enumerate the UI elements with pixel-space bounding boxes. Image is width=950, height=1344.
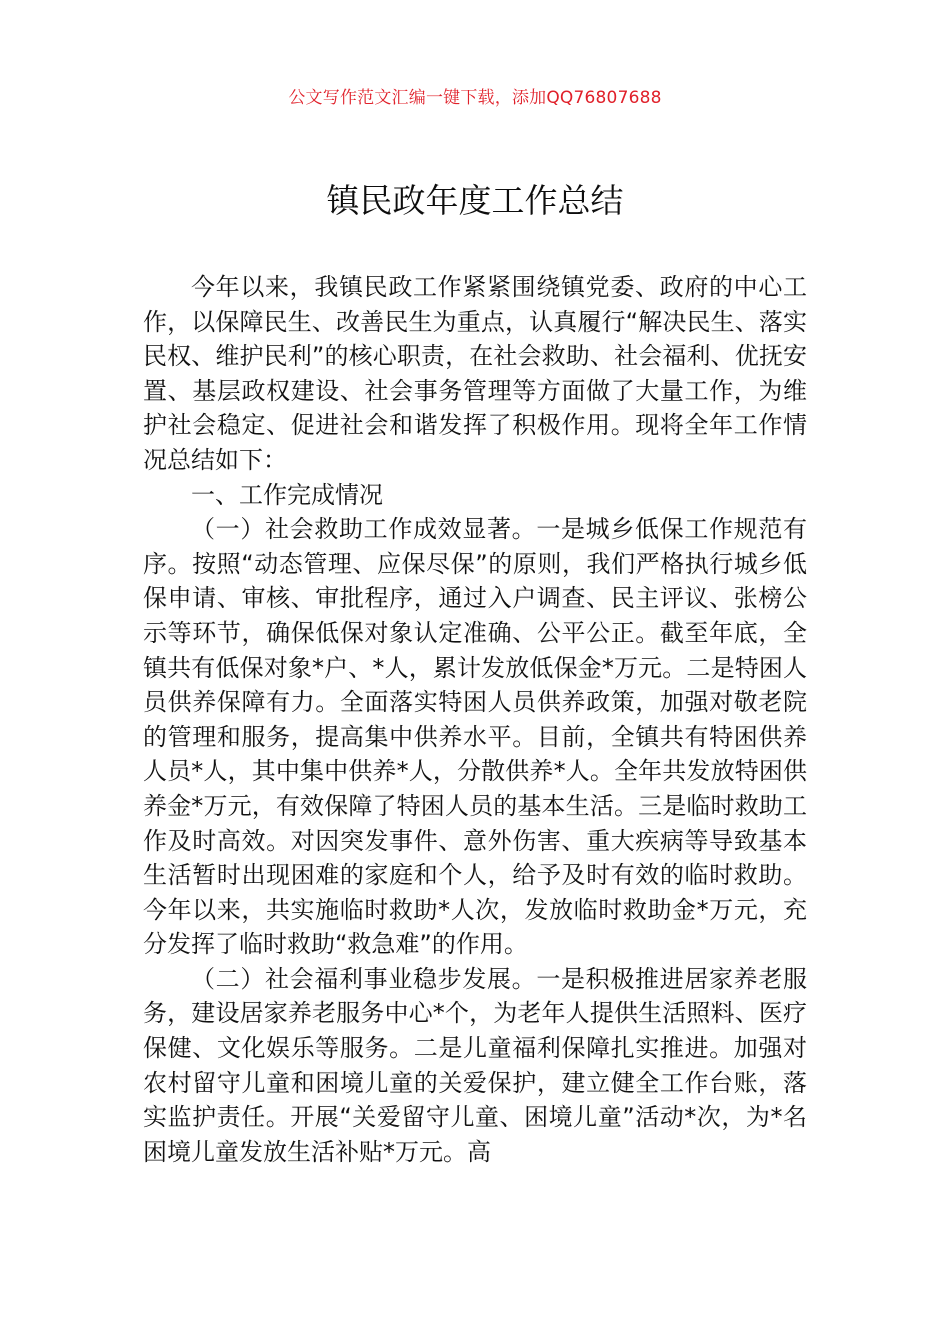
document-body (143, 270, 807, 1169)
document-title: 镇民政年度工作总结 (326, 181, 624, 220)
download-promo-note: 公文写作范文汇编一键下载，添加QQ76807688 (288, 88, 662, 108)
section-heading-work-completion: 一、工作完成情况 (191, 480, 383, 509)
paragraph-social-assistance: （一）社会救助工作成效显著。一是城乡低保工作规范有序。按照“动态管理、应保尽保”的原则，我们严格执行城乡低保申请、审核、审批程序，通过入户调查、民主评议、张榜公示等环节，确保低保对象认定准确、公平公正。截至年底，全镇共有低保对象*户、*人，累计发放低保金*万元。二是特困人员供养保障有力。全面落实特困人员供养政策，加强对敬老院的管理和服务，提高集中供养水平。目前，全镇共有特困供养人员*人，其中集中供养*人，分散供养*人。全年共发放特困供养金*万元，有效保障了特困人员的基本生活。三是临时救助工作及时高效。对因突发事件、意外伤害、重大疾病等导致基本生活暂时出现困难的家庭和个人，给予及时有效的临时救助。今年以来，共实施临时救助*人次，发放临时救助金*万元，充分发挥了临时救助“救急难”的作用。 (143, 515, 807, 959)
paragraph-intro: 今年以来，我镇民政工作紧紧围绕镇党委、政府的中心工作，以保障民生、改善民生为重点，认真履行“解决民生、落实民权、维护民利”的核心职责，在社会救助、社会福利、优抚安置、基层政权建设、社会事务管理等方面做了大量工作，为维护社会稳定、促进社会和谐发挥了积极作用。现将全年工作情况总结如下： (143, 273, 807, 474)
paragraph-social-welfare: （二）社会福利事业稳步发展。一是积极推进居家养老服务，建设居家养老服务中心*个，为老年人提供生活照料、医疗保健、文化娱乐等服务。二是儿童福利保障扎实推进。加强对农村留守儿童和困境儿童的关爱保护，建立健全工作台账，落实监护责任。开展“关爱留守儿童、困境儿童”活动*次，为*名困境儿童发放生活补贴*万元。高 (143, 964, 807, 1166)
